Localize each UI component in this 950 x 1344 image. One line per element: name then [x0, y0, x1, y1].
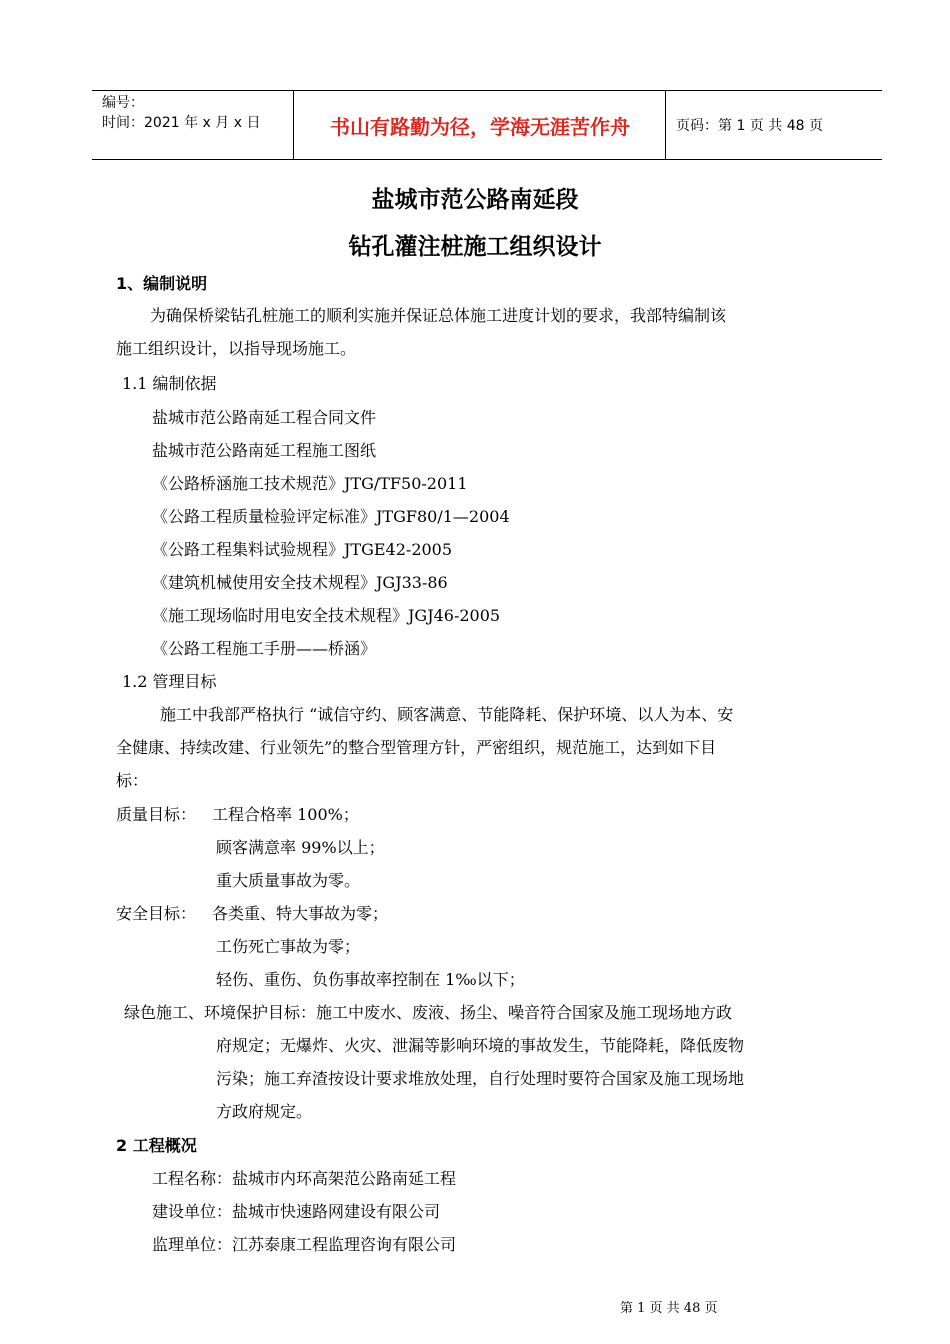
green-line-2: 府规定；无爆炸、火灾、泄漏等影响环境的事故发生，节能降耗，降低废物	[216, 1036, 745, 1055]
basis-item: 《公路工程集料试验规程》JTGE42-2005	[152, 540, 453, 559]
basis-item: 《施工现场临时用电安全技术规程》JGJ46-2005	[152, 606, 501, 625]
green-line-1: 绿色施工、环境保护目标：施工中废水、废液、扬尘、噪音符合国家及施工现场地方政	[124, 1003, 733, 1022]
page-footer: 第 1 页 共 48 页	[620, 1301, 718, 1316]
overview-item: 工程名称：盐城市内环高架范公路南延工程	[152, 1169, 457, 1188]
basis-item: 《公路工程施工手册——桥涵》	[152, 639, 377, 658]
green-line-4: 方政府规定。	[216, 1102, 313, 1121]
section-2-heading: 2 工程概况	[116, 1136, 197, 1155]
section-1-heading: 1、编制说明	[116, 274, 208, 293]
header-page-label: 页码：第 1 页 共 48 页	[676, 118, 823, 134]
policy-line-1: 施工中我部严格执行 “诚信守约、顾客满意、节能降耗、保护环境、以人为本、安	[160, 705, 734, 724]
time-label: 时间：2021 年 x 月 x 日	[102, 115, 261, 131]
basis-item: 《公路工程质量检验评定标准》JTGF80/1—2004	[152, 507, 510, 526]
doc-title-line1: 盐城市范公路南延段	[371, 187, 579, 213]
quality-item: 工程合格率 100%；	[212, 805, 359, 824]
basis-item: 《建筑机械使用安全技术规程》JGJ33-86	[152, 573, 448, 592]
quality-label: 质量目标：	[116, 805, 197, 824]
safety-item: 轻伤、重伤、负伤事故率控制在 1‰以下；	[216, 970, 525, 989]
green-line-3: 污染；施工弃渣按设计要求堆放处理，自行处理时要符合国家及施工现场地	[216, 1069, 745, 1088]
basis-item: 盐城市范公路南延工程合同文件	[152, 408, 377, 427]
quality-item: 顾客满意率 99%以上；	[216, 838, 385, 857]
number-label: 编号：	[102, 95, 144, 111]
basis-item: 《公路桥涵施工技术规范》JTG/TF50-2011	[152, 474, 468, 493]
subsection-1-2-heading: 1.2 管理目标	[122, 672, 217, 691]
header-meta	[102, 93, 260, 133]
page-header	[92, 90, 882, 160]
subsection-1-1-heading: 1.1 编制依据	[122, 374, 217, 393]
quality-item: 重大质量事故为零。	[216, 871, 361, 890]
doc-title-line2: 钻孔灌注桩施工组织设计	[348, 234, 602, 260]
header-motto: 书山有路勤为径，学海无涯苦作舟	[330, 114, 630, 139]
basis-item: 盐城市范公路南延工程施工图纸	[152, 441, 377, 460]
overview-item: 监理单位：江苏泰康工程监理咨询有限公司	[152, 1235, 457, 1254]
intro-line-1: 为确保桥梁钻孔桩施工的顺利实施并保证总体施工进度计划的要求，我部特编制该	[150, 306, 727, 325]
header-divider	[665, 91, 666, 159]
intro-line-2: 施工组织设计，以指导现场施工。	[116, 339, 357, 358]
policy-line-3: 标：	[116, 771, 149, 790]
safety-item: 各类重、特大事故为零；	[212, 904, 389, 923]
safety-label: 安全目标：	[116, 904, 197, 923]
overview-item: 建设单位：盐城市快速路网建设有限公司	[152, 1202, 441, 1221]
policy-line-2: 全健康、持续改建、行业领先”的整合型管理方针，严密组织，规范施工，达到如下目	[116, 738, 717, 757]
safety-item: 工伤死亡事故为零；	[216, 937, 361, 956]
